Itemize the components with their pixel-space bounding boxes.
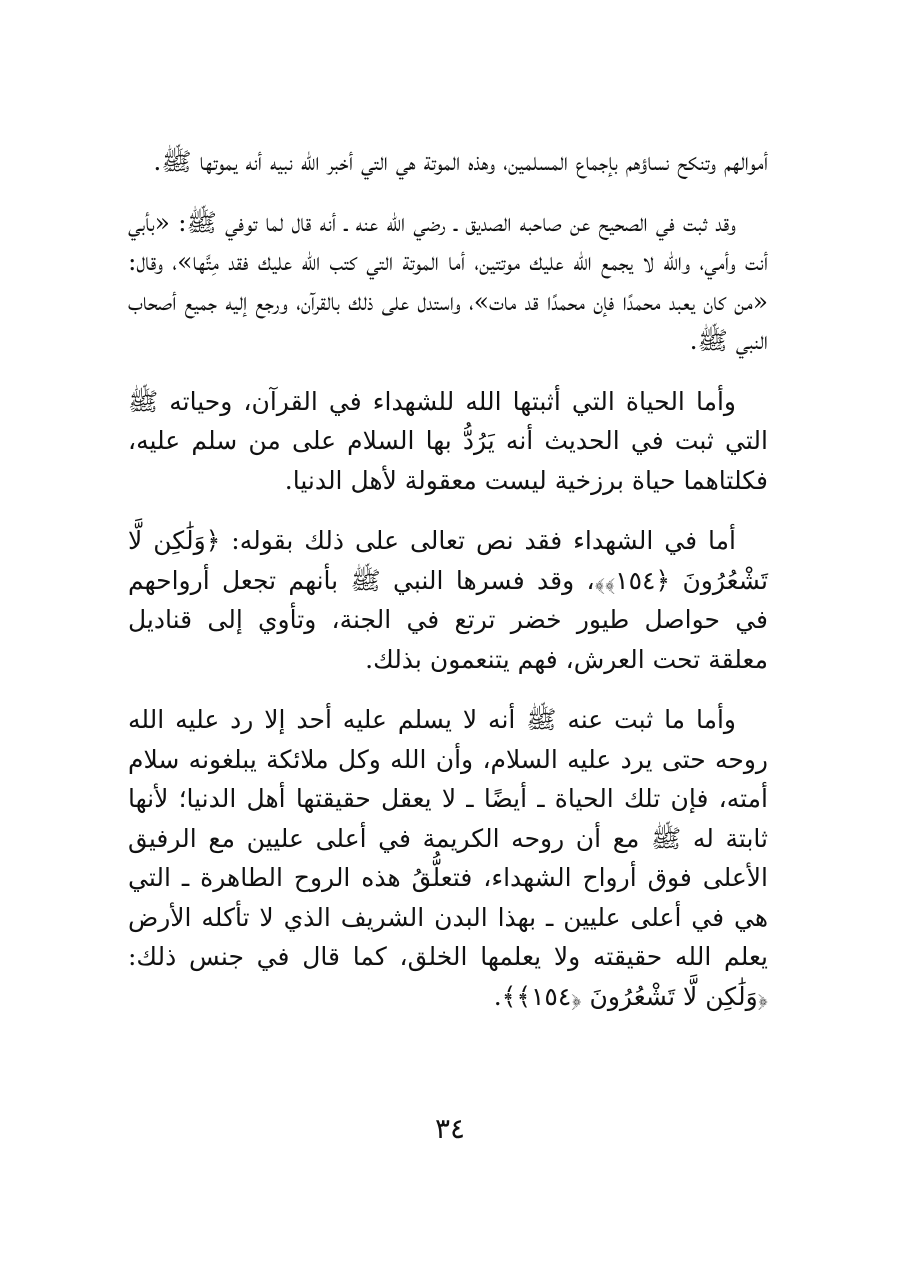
paragraph-3: وأما الحياة التي أثبتها الله للشهداء في القرآن، وحياته ﷺ التي ثبت في الحديث أنه يَرُدُّ بها السلام على من سلم عليه، فكلتاهما حياة برزخية ليست معقولة لأهل الدنيا. (128, 386, 768, 495)
paragraph-1: أموالهم وتنكح نساؤهم بإجماع المسلمين، وهذه الموتة هي التي أخبر الله نبيه أنه يموتها ﷺ. (153, 147, 768, 176)
page-body (128, 142, 768, 1037)
page-number: ٣٤ (434, 1112, 466, 1145)
paragraph-5: وأما ما ثبت عنه ﷺ أنه لا يسلم عليه أحد إلا رد عليه الله روحه حتى يرد عليه السلام، وأن الله وكل ملائكة يبلغونه سلام أمته، فإن تلك الحياة ـ أيضًا ـ لا يعقل حقيقتها أهل الدنيا؛ لأنها ثابتة له ﷺ مع أن روحه الكريمة في أعلى عليين مع الرفيق الأعلى فوق أرواح الشهداء، فتعلُّقُ هذه الروح الطاهرة ـ التي هي في أعلى عليين ـ بهذا البدن الشريف الذي لا تأكله الأرض يعلم الله حقيقته ولا يعلمها الخلق، كما قال في جنس ذلك: ﴿وَلَٰكِن لَّا تَشْعُرُونَ ﴿١٥٤﴾﴾. (128, 705, 768, 1011)
paragraph-4: أما في الشهداء فقد نص تعالى على ذلك بقوله: ﴿وَلَٰكِن لَّا تَشْعُرُونَ ﴿١٥٤﴾﴾، وقد فسرها النبي ﷺ بأنهم تجعل أرواحهم في حواصل طيور خضر ترتع في الجنة، وتأوي إلى قناديل معلقة تحت العرش، فهم يتنعمون بذلك. (128, 526, 768, 674)
paragraph-2: وقد ثبت في الصحيح عن صاحبه الصديق ـ رضي الله عنه ـ أنه قال لما توفي ﷺ: «بأبي أنت وأمي، والله لا يجمع الله عليك موتتين، أما الموتة التي كتب الله عليك فقد مِتَّها»، وقال: «من كان يعبد محمدًا فإن محمدًا قد مات»، واستدل على ذلك بالقرآن، ورجع إليه جميع أصحاب النبي ﷺ. (128, 207, 768, 355)
